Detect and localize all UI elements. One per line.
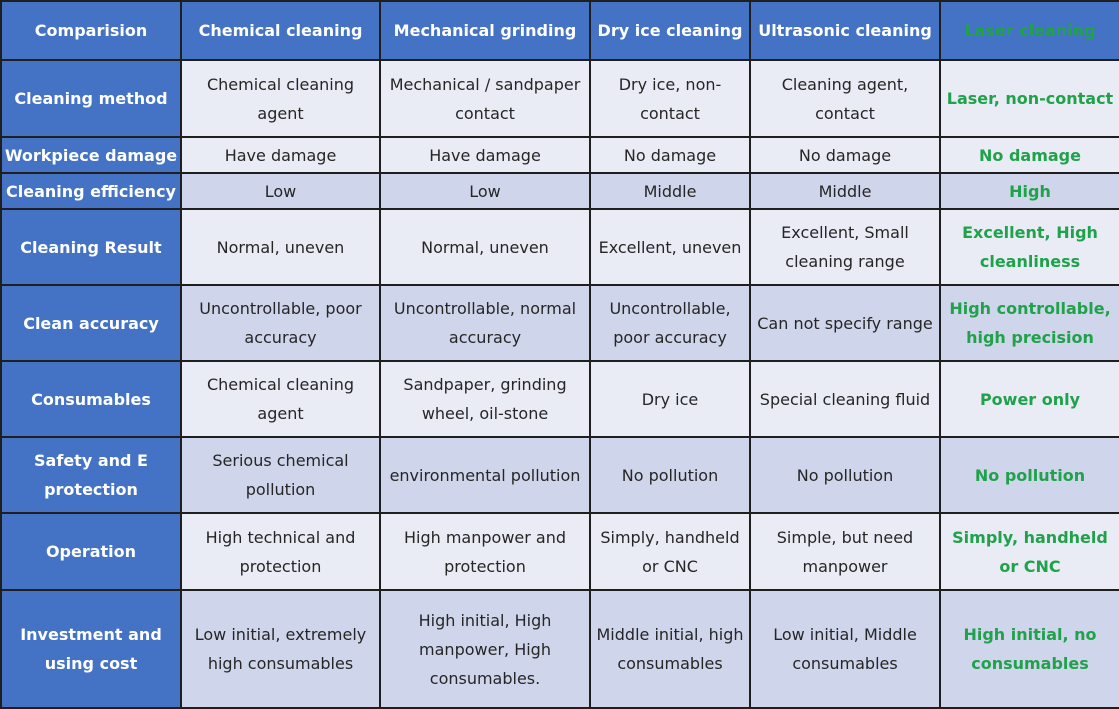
table-cell: Have damage <box>380 137 590 173</box>
table-cell: Low initial, Middle consumables <box>750 590 940 708</box>
table-row <box>1 513 1119 590</box>
table-cell: Low <box>181 173 380 209</box>
table-cell: Can not specify range <box>750 285 940 361</box>
laser-cell: High controllable, high precision <box>940 285 1119 361</box>
table-cell: Excellent, uneven <box>590 209 750 285</box>
table-cell: Dry ice <box>590 361 750 437</box>
table-row <box>1 137 1119 173</box>
row-label: Investment and using cost <box>1 590 181 708</box>
table-row <box>1 361 1119 437</box>
table-cell: Middle <box>750 173 940 209</box>
table-cell: Dry ice, non-contact <box>590 60 750 137</box>
table-cell: Normal, uneven <box>181 209 380 285</box>
table-cell: High initial, High manpower, High consumables. <box>380 590 590 708</box>
header-ultrasonic-cleaning: Ultrasonic cleaning <box>750 1 940 60</box>
table-cell: No damage <box>590 137 750 173</box>
table-cell: No pollution <box>590 437 750 513</box>
table-cell: Excellent, Small cleaning range <box>750 209 940 285</box>
row-label: Safety and E protection <box>1 437 181 513</box>
table-cell: No pollution <box>750 437 940 513</box>
laser-cell: Laser, non-contact <box>940 60 1119 137</box>
laser-cell: No pollution <box>940 437 1119 513</box>
table-cell: High technical and protection <box>181 513 380 590</box>
table-cell: Simply, handheld or CNC <box>590 513 750 590</box>
row-label: Workpiece damage <box>1 137 181 173</box>
row-label: Operation <box>1 513 181 590</box>
row-label: Clean accuracy <box>1 285 181 361</box>
header-laser-cleaning: Laser cleaning <box>940 1 1119 60</box>
table-cell: Middle initial, high consumables <box>590 590 750 708</box>
row-label: Cleaning Result <box>1 209 181 285</box>
row-label: Cleaning efficiency <box>1 173 181 209</box>
table-cell: Have damage <box>181 137 380 173</box>
table-cell: Mechanical / sandpaper contact <box>380 60 590 137</box>
header-chemical-cleaning: Chemical cleaning <box>181 1 380 60</box>
table-cell: Middle <box>590 173 750 209</box>
table-row <box>1 590 1119 708</box>
table-cell: High manpower and protection <box>380 513 590 590</box>
row-label: Cleaning method <box>1 60 181 137</box>
laser-cell: Excellent, High cleanliness <box>940 209 1119 285</box>
table-cell: Sandpaper, grinding wheel, oil-stone <box>380 361 590 437</box>
header-row <box>1 1 1119 60</box>
table-cell: Uncontrollable, poor accuracy <box>181 285 380 361</box>
table-cell: Special cleaning fluid <box>750 361 940 437</box>
row-label: Consumables <box>1 361 181 437</box>
table-cell: No damage <box>750 137 940 173</box>
laser-cell: High initial, no consumables <box>940 590 1119 708</box>
table-cell: Chemical cleaning agent <box>181 361 380 437</box>
table-cell: Chemical cleaning agent <box>181 60 380 137</box>
laser-cell: Power only <box>940 361 1119 437</box>
table-cell: Serious chemical pollution <box>181 437 380 513</box>
table-cell: Cleaning agent, contact <box>750 60 940 137</box>
table-cell: Low initial, extremely high consumables <box>181 590 380 708</box>
table-row <box>1 437 1119 513</box>
table-row <box>1 173 1119 209</box>
table-cell: Uncontrollable, normal accuracy <box>380 285 590 361</box>
laser-cell: No damage <box>940 137 1119 173</box>
table-cell: Uncontrollable, poor accuracy <box>590 285 750 361</box>
table-cell: Low <box>380 173 590 209</box>
laser-cell: Simply, handheld or CNC <box>940 513 1119 590</box>
table-cell: Simple, but need manpower <box>750 513 940 590</box>
table-row <box>1 60 1119 137</box>
header-comparison: Comparision <box>1 1 181 60</box>
table-cell: environmental pollution <box>380 437 590 513</box>
table-cell: Normal, uneven <box>380 209 590 285</box>
table-row <box>1 285 1119 361</box>
header-mechanical-grinding: Mechanical grinding <box>380 1 590 60</box>
header-dry-ice-cleaning: Dry ice cleaning <box>590 1 750 60</box>
laser-cell: High <box>940 173 1119 209</box>
table-row <box>1 209 1119 285</box>
